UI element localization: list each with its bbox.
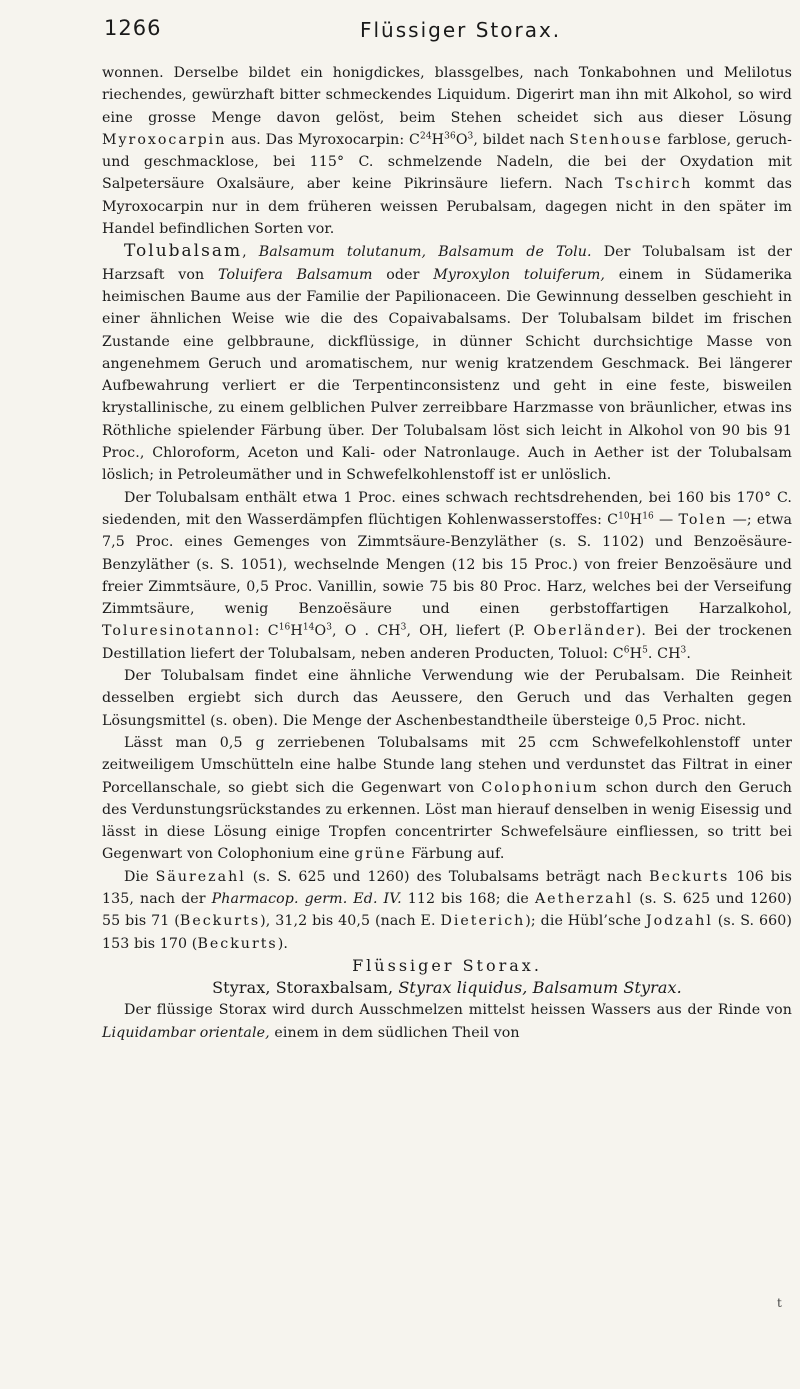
text-run: Aetherzahl [534, 890, 634, 907]
text-run: . [686, 645, 691, 662]
text-run: schon durch den Geruch des Verdunstungsrückstandes zu erkennen. Löst man hierauf denselben in wenig Eisessig und lässt in diese Lösung einige Tropfen concentrirter Schwefelsäure einfliessen, so tritt bei Gegenwart von Colophonium eine [102, 779, 792, 863]
section-subtitle-italic: Styrax liquidus, Balsamum Styrax. [398, 978, 682, 998]
text-run: ), 31,2 bis 40,5 (nach E. [260, 913, 441, 930]
text-run: aus. Das Myroxocarpin: C [226, 131, 421, 148]
section-subtitle-plain: Styrax, Storaxbalsam, [212, 978, 399, 998]
text-run: 10 [618, 511, 630, 522]
text-run: Lässt man 0,5 g zerriebenen Tolubalsams mit 25 ccm Schwefelkohlenstoff unter zeitweiligem Umschütteln eine halbe Stunde lang stehen und verdunstet das Filtrat in einer Porcellanschale, so giebt sich die Gegenwart von [102, 734, 792, 796]
footer-mark: t [777, 1296, 782, 1310]
section-subtitle [102, 977, 792, 999]
text-run: Tolubalsam [124, 241, 243, 262]
text-run: Der Tolubalsam ist der Harzsaft von [102, 244, 792, 283]
section-title-text: Flüssiger Storax. [352, 955, 542, 975]
paragraph-tolubalsam [102, 240, 792, 486]
text-run: 5 [642, 644, 648, 655]
text-run: , [242, 244, 259, 261]
paragraph-acid-number [102, 866, 792, 955]
text-run: ). Bei der trockenen Destillation liefert der Tolubalsam, neben anderen Producten, Toluol: C [102, 623, 792, 662]
text-run: Jodzahl [645, 913, 713, 930]
text-run: Tolen [678, 511, 728, 528]
page-header [0, 14, 800, 54]
text-run: — [653, 511, 679, 528]
text-run: 16 [278, 622, 291, 633]
text-run: grüne [354, 846, 407, 863]
text-run: 3 [467, 131, 474, 142]
text-run: , OH, liefert (P. [406, 623, 534, 640]
text-run: O [314, 623, 327, 640]
text-run: 3 [400, 622, 407, 633]
text-run: H [431, 131, 445, 148]
paragraph-1 [102, 62, 792, 240]
text-run: Beckurts [197, 935, 278, 952]
text-run: (s. S. 625 und 1260) 55 bis 71 ( [102, 890, 792, 930]
text-run: H [629, 511, 643, 528]
text-run: Die [124, 868, 156, 885]
running-head: Flüssiger Storax. [360, 18, 562, 42]
paragraph-composition [102, 487, 792, 665]
paragraph-usage [102, 665, 792, 732]
text-run: wonnen. Derselbe bildet ein honigdickes, blassgelbes, nach Tonkabohnen und Melilotus riechendes, gewürzhaft bitter schmeckendes Liquidum. Digerirt man ihn mit Alkohol, so wird eine grosse Menge davon gelöst, beim Stehen scheidet sich aus dieser Lösung [102, 65, 792, 126]
section-title [102, 955, 792, 977]
text-run: 36 [444, 131, 456, 142]
text-run: , bildet nach [473, 131, 570, 148]
text-run: . CH [647, 645, 681, 662]
text-run: oder [372, 266, 434, 283]
text-run: 112 bis 168; die [401, 890, 535, 907]
text-run: Der Tolubalsam findet eine ähnliche Verwendung wie der Perubalsam. Die Reinheit desselben ergiebt sich durch das Aeussere, den Geruch und das Verhalten gegen Lösungsmittel (s. oben). Die Menge der Aschenbestandtheile übersteige 0,5 Proc. nicht. [102, 668, 792, 729]
text-run: Toluifera Balsamum [217, 266, 373, 283]
page-number: 1266 [104, 16, 162, 40]
text-run: Stenhouse [569, 131, 663, 148]
text-run: : C [254, 623, 279, 640]
text-run: Beckurts [649, 868, 730, 885]
text-run: kommt das Myroxocarpin nur in dem früheren weissen Perubalsam, dagegen nicht in den später im Handel befindlichen Sorten vor. [102, 176, 792, 238]
text-run: Dieterich [440, 913, 526, 930]
text-run: O [455, 131, 468, 148]
paragraph-colophonium-test [102, 732, 792, 866]
text-run: H [290, 623, 303, 640]
text-run: Färbung auf. [406, 846, 505, 863]
text-run: farblose, geruch- und geschmacklose, bei 115° C. schmelzende Nadeln, die bei der Oxydation mit Salpetersäure Oxalsäure, aber keine Pikrinsäure liefern. Nach [102, 131, 792, 193]
text-run: Balsamum tolutanum, Balsamum de Tolu. [258, 244, 592, 261]
text-run: Tschirch [615, 176, 693, 193]
text-run: einem in Südamerika heimischen Baume aus der Familie der Papilionaceen. Die Gewinnung desselben geschieht in einer ähnlichen Weise wie die des Copaivabalsams. Der Tolubalsam bildet im frischen Zustande eine gelbbraune, dickflüssige, in dünner Schicht durchsichtige Masse von angenehmem Geruch und aromatischem, nur wenig kratzendem Geschmack. Bei längerer Aufbewahrung verliert er die Terpentinconsistenz und geht in eine feste, bisweilen krystallinische, zu einem gelblichen Pulver zerreibbare Harzmasse von bräunlicher, etwas ins Röthliche spielender Färbung über. Der Tolubalsam löst sich leicht in Alkohol von 90 bis 91 Proc., Chloroform, Aceton und Kali- oder Natronlauge. Auch in Aether ist der Tolubalsam löslich; in Petroleumäther und in Schwefelkohlenstoff ist er unlöslich. [102, 266, 793, 484]
text-run: Toluresinotannol [102, 623, 255, 640]
body-text [102, 62, 792, 1044]
text-run: Colophonium [481, 779, 599, 796]
text-run: einem in dem südlichen Theil von [269, 1024, 520, 1041]
text-run: Myroxylon toluiferum, [433, 266, 605, 283]
text-run: 3 [680, 644, 687, 655]
text-run: Beckurts [179, 913, 261, 930]
text-run: —; etwa 7,5 Proc. eines Gemenges von Zimmtsäure-Benzyläther (s. S. 1102) und Benzoësäure-Benzyläther (s. S. 1051), wechselnde Mengen (12 bis 15 Proc.) von freier Benzoësäure und freier Zimmtsäure, 0,5 Proc. Vanillin, sowie 75 bis 80 Proc. Harz, welches bei der Verseifung Zimmtsäure, wenig Benzoësäure und einen gerbstoffartigen Harzalkohol, [102, 511, 792, 618]
text-run: 16 [642, 511, 654, 522]
text-run: 14 [302, 622, 315, 633]
text-run: Säurezahl [155, 868, 246, 885]
text-run: 24 [420, 131, 432, 142]
text-run: 3 [326, 622, 333, 633]
text-run: ); die Hübl’sche [525, 913, 646, 930]
text-run: Liquidambar orientale, [102, 1024, 270, 1041]
text-run: Myroxocarpin [102, 131, 227, 148]
text-run: (s. S. 660) 153 bis 170 ( [102, 913, 792, 952]
text-run: ). [277, 935, 288, 952]
text-run: H [629, 645, 643, 662]
text-run: , O . CH [332, 623, 401, 640]
text-run: Pharmacop. germ. Ed. IV. [211, 890, 402, 907]
text-run: (s. S. 625 und 1260) des Tolubalsams beträgt nach [245, 868, 650, 885]
text-run: 6 [623, 644, 630, 655]
paragraph-storax [102, 999, 792, 1044]
text-run: Der Tolubalsam enthält etwa 1 Proc. eines schwach rechtsdrehenden, bei 160 bis 170° C. siedenden, mit den Wasserdämpfen flüchtigen Kohlenwasserstoffes: C [102, 489, 792, 528]
text-run: Der flüssige Storax wird durch Ausschmelzen mittelst heissen Wassers aus der Rinde von [124, 1002, 792, 1019]
text-run: Oberländer [533, 623, 636, 640]
text-run: 106 bis 135, nach der [102, 868, 792, 907]
